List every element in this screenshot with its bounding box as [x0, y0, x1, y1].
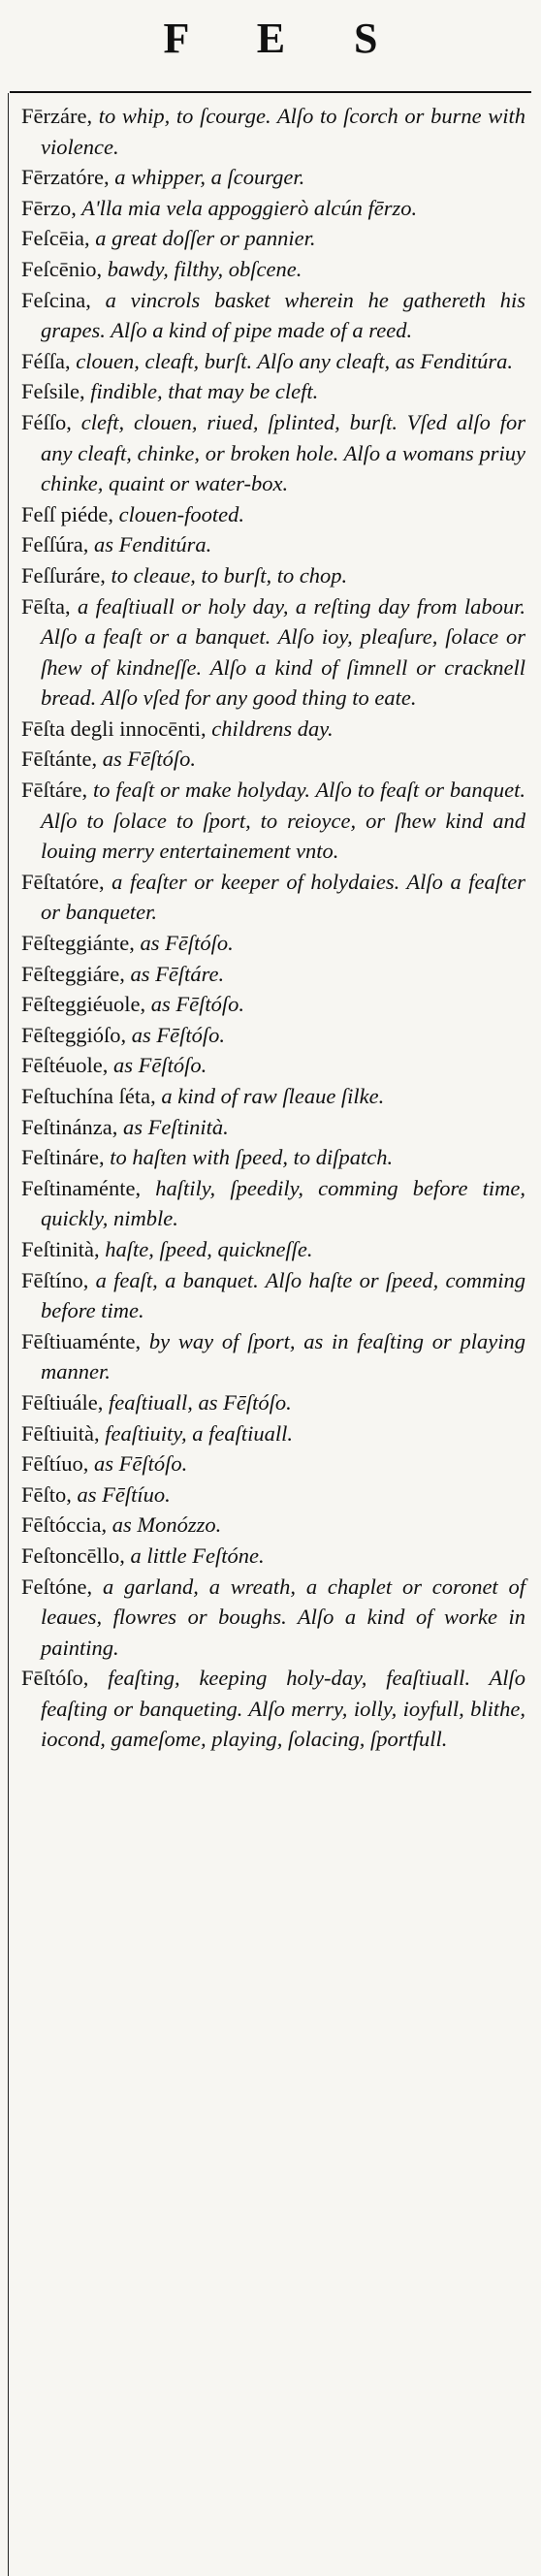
entry-headword: Fēſtíno,	[21, 1267, 89, 1292]
dictionary-entry	[21, 714, 525, 745]
entry-definition: as Fēſtóſo.	[97, 747, 196, 772]
entry-definition: feaſtiuall, as Fēſtóſo.	[103, 1389, 292, 1415]
entry-definition: feaſtiuity, a feaſtiuall.	[99, 1420, 293, 1446]
entry-definition: to whip, to ſcourge. Alſo to ſcorch or burne with violence.	[41, 104, 525, 159]
entry-definition: a great doſſer or pannier.	[89, 226, 316, 251]
entry-definition: as Fēſtóſo.	[145, 992, 244, 1017]
entry-definition: as Fenditúra.	[88, 532, 212, 557]
dictionary-entry	[21, 867, 525, 928]
entry-headword: Fēſtiuále,	[21, 1389, 104, 1415]
entry-definition: as Fēſtáre.	[124, 961, 225, 986]
dictionary-entry	[21, 1387, 525, 1418]
dictionary-entry	[21, 285, 525, 346]
entry-definition: a little Feſtóne.	[124, 1542, 265, 1568]
entry-definition: as Monózzo.	[107, 1512, 222, 1538]
entry-definition: childrens day.	[206, 716, 334, 741]
dictionary-entry	[21, 1234, 525, 1265]
entry-headword: Feſsile,	[21, 379, 85, 404]
dictionary-entry	[21, 1081, 525, 1112]
entry-definition: clouen, cleaft, burſt. Alſo any cleaft, as Fenditúra.	[70, 348, 514, 373]
entry-headword: Fēſtáre,	[21, 778, 88, 803]
dictionary-entry	[21, 560, 525, 591]
entry-definition: to feaſt or make holyday. Alſo to feaſt or banquet. Alſo to ſolace to ſport, to reioyce, or ſhew kind and louing merry entertainement vnto.	[41, 778, 525, 864]
entry-definition: bawdy, filthy, obſcene.	[102, 256, 302, 281]
entry-definition: cleft, clouen, riued, ſplinted, burſt. Vſed alſo for any cleaft, chinke, or broken hole. Alſo a womans priuy chinke, quaint or water-box.	[41, 409, 525, 496]
entry-definition: a feaſter or keeper of holydaies. Alſo a feaſter or banqueter.	[41, 869, 525, 925]
dictionary-entry	[21, 1326, 525, 1387]
entry-definition: findible, that may be cleft.	[84, 379, 319, 404]
entry-headword: Feſtuchína ſéta,	[21, 1084, 156, 1108]
entry-headword: Fēſta degli innocēnti,	[21, 716, 207, 741]
entry-headword: Feſcēnio,	[21, 256, 103, 281]
entry-definition: to haſten with ſpeed, to diſpatch.	[104, 1145, 394, 1170]
entry-definition: A'lla mia vela appoggierò alcún fērzo.	[76, 195, 418, 220]
entry-headword: Feſcina,	[21, 287, 91, 312]
dictionary-entry	[21, 254, 525, 285]
entry-headword: Fērzáre,	[21, 104, 93, 128]
entry-definition: as Fēſtóſo.	[108, 1053, 207, 1078]
entry-headword: Fēſtiuità,	[21, 1420, 100, 1446]
entry-definition: to cleaue, to burſt, to chop.	[105, 562, 348, 588]
entry-headword: Fēſtánte,	[21, 747, 98, 772]
page-heading: F E S	[163, 15, 407, 62]
entry-headword: Feſcēia,	[21, 226, 90, 251]
page-header	[0, 0, 541, 85]
dictionary-entry	[21, 1418, 525, 1449]
entry-headword: Feſtináre,	[21, 1145, 105, 1170]
dictionary-entry	[21, 346, 525, 377]
entry-definition: a kind of raw ſleaue ſilke.	[155, 1084, 385, 1108]
dictionary-entry	[21, 1112, 525, 1143]
dictionary-entry	[21, 1265, 525, 1326]
dictionary-entry	[21, 1173, 525, 1234]
entry-definition: a feaſt, a banquet. Alſo haſte or ſpeed, comming before time.	[41, 1267, 525, 1323]
entry-definition: a garland, a wreath, a chaplet or coronet of leaues, flowres or boughs. Alſo a kind of worke in painting.	[41, 1574, 525, 1660]
entry-definition: as Fēſtíuo.	[71, 1481, 171, 1507]
dictionary-entry	[21, 959, 525, 990]
dictionary-entry	[21, 193, 525, 224]
entry-definition: by way of ſport, as in feaſting or playing manner.	[41, 1328, 525, 1384]
entry-definition: as Feſtinità.	[117, 1114, 229, 1139]
entry-headword: Fēſtéuole,	[21, 1053, 109, 1078]
dictionary-entry	[21, 1020, 525, 1051]
entry-definition: clouen-footed.	[112, 501, 244, 526]
entry-headword: Fēſta,	[21, 593, 71, 619]
column-rule	[8, 93, 9, 2576]
entry-headword: Fēſteggióſo,	[21, 1022, 127, 1047]
dictionary-entry	[21, 1479, 525, 1511]
dictionary-entry	[21, 1541, 525, 1572]
entry-headword: Feſtinánza,	[21, 1114, 118, 1139]
entry-headword: Feſtinità,	[21, 1236, 100, 1261]
dictionary-entry	[21, 928, 525, 959]
dictionary-entry	[21, 775, 525, 867]
entry-definition: haſtily, ſpeedily, comming before time, quickly, nimble.	[41, 1175, 525, 1231]
entry-headword: Fēſteggiánte,	[21, 931, 135, 956]
entry-headword: Fērzatóre,	[21, 165, 110, 190]
dictionary-entry	[21, 1050, 525, 1081]
entry-definition: feaſting, keeping holy-day, feaſtiuall. Alſo feaſting or banqueting. Alſo merry, iolly, ioyfull, blithe, iocond, gameſome, playing, ſolacing, ſportfull.	[41, 1666, 525, 1752]
entry-definition: a vincrols basket wherein he gathereth his grapes. Alſo a kind of pipe made of a reed.	[41, 287, 525, 343]
dictionary-entry	[21, 744, 525, 775]
entry-headword: Féſſa,	[21, 348, 71, 373]
entry-headword: Fērzo,	[21, 195, 77, 220]
entry-headword: Feſtinaménte,	[21, 1175, 142, 1200]
entry-headword: Feſſuráre,	[21, 562, 106, 588]
dictionary-entry	[21, 529, 525, 560]
entry-headword: Fēſto,	[21, 1481, 72, 1507]
dictionary-entry	[21, 1663, 525, 1755]
dictionary-entry	[21, 101, 525, 162]
entry-definition: a feaſtiuall or holy day, a reſting day from labour. Alſo a feaſt or a banquet. Alſo ioy, pleaſure, ſolace or ſhew of kindneſſe. Alſo a kind of ſimnell or cracknell bread. Alſo vſed for any good thing to eate.	[41, 593, 525, 711]
entry-headword: Fēſtíuo,	[21, 1451, 89, 1477]
entry-definition: as Fēſtóſo.	[88, 1451, 188, 1477]
dictionary-entry	[21, 1448, 525, 1479]
entry-definition: a whipper, a ſcourger.	[109, 165, 305, 190]
entry-headword: Fēſtiuaménte,	[21, 1328, 142, 1353]
entry-headword: Feſſ piéde,	[21, 501, 113, 526]
entry-definition: as Fēſtóſo.	[134, 931, 234, 956]
entry-headword: Feſtoncēllo,	[21, 1542, 125, 1568]
dictionary-entries	[21, 101, 525, 1755]
dictionary-entry	[21, 591, 525, 714]
entry-headword: Fēſtóſo,	[21, 1666, 89, 1691]
entry-headword: Fēſtóccia,	[21, 1512, 108, 1538]
dictionary-entry	[21, 407, 525, 499]
dictionary-entry	[21, 1510, 525, 1541]
entry-headword: Féſſo,	[21, 409, 72, 434]
entry-headword: Fēſtatóre,	[21, 869, 105, 894]
entry-headword: Fēſteggiáre,	[21, 961, 125, 986]
dictionary-entry	[21, 1142, 525, 1173]
dictionary-entry	[21, 989, 525, 1020]
header-rule	[10, 91, 531, 93]
entry-headword: Fēſteggiéuole,	[21, 992, 146, 1017]
dictionary-entry	[21, 499, 525, 530]
entry-definition: as Fēſtóſo.	[126, 1022, 225, 1047]
dictionary-entry	[21, 162, 525, 193]
dictionary-entry	[21, 223, 525, 254]
entry-headword: Feſtóne,	[21, 1574, 93, 1599]
dictionary-entry	[21, 1572, 525, 1664]
dictionary-entry	[21, 376, 525, 407]
entry-headword: Feſſúra,	[21, 532, 89, 557]
entry-definition: haſte, ſpeed, quickneſſe.	[99, 1236, 313, 1261]
